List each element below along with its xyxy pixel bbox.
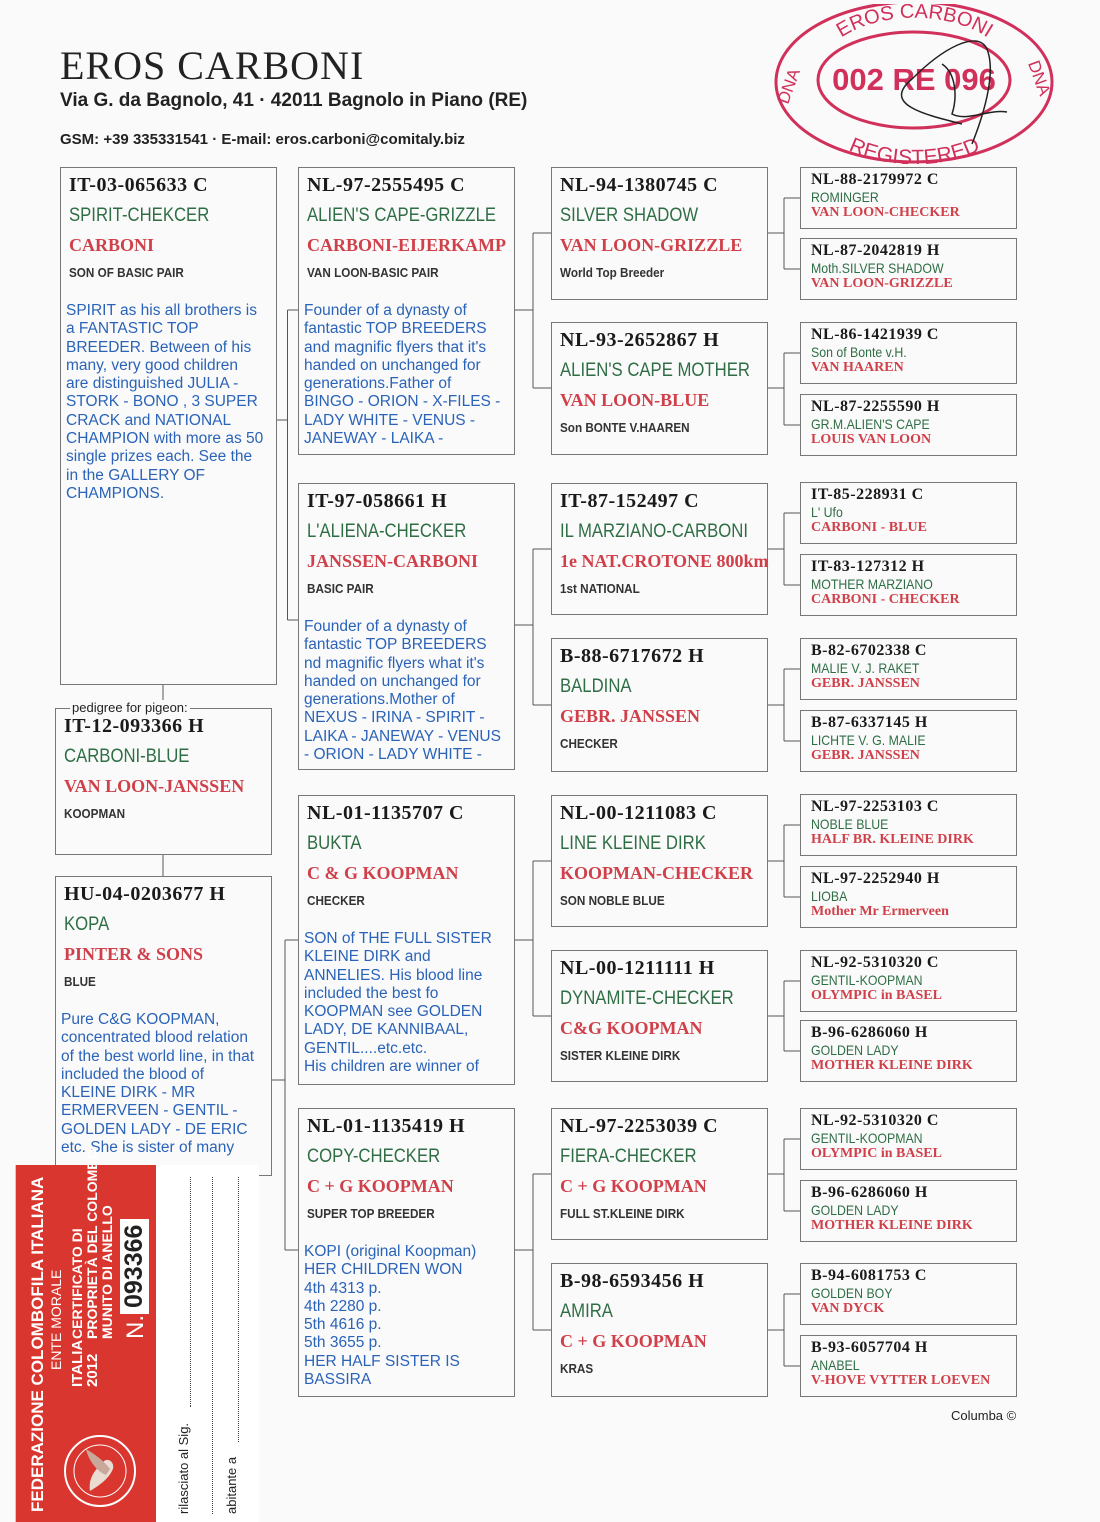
pigeon-ring: B-96-6286060 H <box>811 1184 928 1201</box>
pigeon-breeder: C + G KOOPMAN <box>307 1176 454 1196</box>
stamp-code: 002 RE 096 <box>832 62 996 97</box>
pigeon-ring: NL-92-5310320 C <box>811 954 939 971</box>
pigeon-ring: NL-97-2252940 H <box>811 870 940 887</box>
pedigree-box <box>551 483 768 615</box>
pigeon-breeder: Mother Mr Ermerveen <box>811 904 949 919</box>
pigeon-breeder: LOUIS VAN LOON <box>811 432 932 447</box>
pedigree-box <box>800 238 1017 300</box>
issued-to-line-2 <box>212 1177 213 1514</box>
pigeon-note: BASIC PAIR <box>307 581 374 596</box>
pigeon-ring: IT-87-152497 C <box>560 490 700 512</box>
issued-to-line <box>190 1177 191 1407</box>
pigeon-breeder: OLYMPIC in BASEL <box>811 1146 942 1161</box>
pedigree-box-subject <box>55 708 272 855</box>
pigeon-ring: B-98-6593456 H <box>560 1270 705 1292</box>
pigeon-note: 1st NATIONAL <box>560 581 640 596</box>
pedigree-box <box>298 483 515 770</box>
certificate-country-year <box>70 1340 100 1387</box>
pigeon-name: L' Ufo <box>811 504 843 520</box>
pigeon-breeder: 1e NAT.CROTONE 800km <box>560 551 769 571</box>
pigeon-ring: NL-00-1211083 C <box>560 802 717 824</box>
stamp-top-text: EROS CARBONI <box>832 4 997 42</box>
pigeon-breeder: MOTHER KLEINE DIRK <box>811 1218 973 1233</box>
pigeon-note: KRAS <box>560 1361 594 1376</box>
pigeon-name: SILVER SHADOW <box>560 205 699 226</box>
pigeon-ring: NL-92-5310320 C <box>811 1112 939 1129</box>
certificate-number: 093366 <box>120 1219 149 1314</box>
pigeon-note: SISTER KLEINE DIRK <box>560 1048 681 1063</box>
pigeon-name: Son of Bonte v.H. <box>811 344 907 360</box>
pigeon-ring: NL-97-2253039 C <box>560 1115 719 1137</box>
pigeon-breeder: HALF BR. KLEINE DIRK <box>811 832 974 847</box>
pigeon-breeder: C + G KOOPMAN <box>560 1176 707 1196</box>
pigeon-name: LINE KLEINE DIRK <box>560 833 706 854</box>
pigeon-breeder: GEBR. JANSSEN <box>560 706 701 726</box>
pedigree-box <box>800 167 1017 229</box>
pigeon-breeder: PINTER & SONS <box>64 944 204 964</box>
pigeon-breeder: GEBR. JANSSEN <box>811 748 920 763</box>
pigeon-ring: NL-87-2255590 H <box>811 398 940 415</box>
pigeon-breeder: VAN LOON-GRIZZLE <box>560 235 743 255</box>
pigeon-note: SUPER TOP BREEDER <box>307 1206 435 1221</box>
pigeon-name: SPIRIT-CHEKCER <box>69 205 210 226</box>
breeder-contact: GSM: +39 335331541 · E-mail: eros.carboni@comitaly.biz <box>60 131 465 148</box>
pigeon-desc: Pure C&G KOOPMAN, concentrated blood relation of the best world line, in that included the blood of KLEINE DIRK - MR ERMERVEEN - GENTIL - GOLDEN LADY - DE ERIC etc. She is sister of many <box>61 1011 255 1157</box>
pigeon-note: KOOPMAN <box>64 806 126 821</box>
pigeon-ring: NL-87-2042819 H <box>811 242 940 259</box>
pigeon-ring: IT-85-228931 C <box>811 486 924 503</box>
pigeon-breeder: C&G KOOPMAN <box>560 1018 703 1038</box>
pigeon-desc: SPIRIT as his all brothers is a FANTASTIC TOP BREEDER. Between of his many, very good children are distinguished JULIA - STORK - BONO , 3 SUPER CRACK and NATIONAL CHAMPION with more as 50 single prizes each. See the in the GALLERY OF CHAMPIONS. <box>66 302 264 502</box>
pigeon-desc: KOPI (original Koopman) HER CHILDREN WON 4th 4313 p. 4th 2280 p. 5th 4616 p. 5th 3655 p. HER HALF SISTER IS BASSIRA <box>304 1243 477 1389</box>
pigeon-name: GR.M.ALIEN'S CAPE <box>811 416 930 432</box>
pigeon-name: AMIRA <box>560 1301 613 1322</box>
pigeon-breeder: OLYMPIC in BASEL <box>811 988 942 1003</box>
pigeon-ring: HU-04-0203677 H <box>64 883 226 905</box>
pigeon-note: SON NOBLE BLUE <box>560 893 665 908</box>
pigeon-note: BLUE <box>64 974 96 989</box>
pigeon-breeder: VAN LOON-BLUE <box>560 390 710 410</box>
pigeon-breeder: KOOPMAN-CHECKER <box>560 863 753 883</box>
pigeon-name: ALIEN'S CAPE-GRIZZLE <box>307 205 497 226</box>
pigeon-ring: B-96-6286060 H <box>811 1024 928 1041</box>
pedigree-box <box>551 638 768 772</box>
pigeon-name: KOPA <box>64 914 110 935</box>
pigeon-name: CARBONI-BLUE <box>64 746 190 767</box>
pedigree-box <box>800 950 1017 1012</box>
pigeon-note: VAN LOON-BASIC PAIR <box>307 265 439 280</box>
stamp-dna-right: DNA <box>1024 57 1055 99</box>
pigeon-desc: Founder of a dynasty of fantastic TOP BREEDERS and magnific flyers that it's handed on unchanged for generations.Father of BINGO - ORION - X-FILES - LADY WHITE - VENUS - JANEWAY - LAIKA - <box>304 302 501 448</box>
pigeon-breeder: MOTHER KLEINE DIRK <box>811 1058 973 1073</box>
pigeon-desc: Founder of a dynasty of fantastic TOP BREEDERS nd magnific flyers what it's handed on unchanged for generations.Mother of NEXUS - IRINA - SPIRIT - LAIKA - JANEWAY - VENUS - ORION - LADY WHITE - <box>304 618 501 764</box>
pigeon-name: MALIE V. J. RAKET <box>811 660 920 676</box>
pigeon-ring: IT-12-093366 H <box>64 715 205 737</box>
pigeon-name: ROMINGER <box>811 189 879 205</box>
pedigree-for-label: pedigree for pigeon: <box>72 700 188 715</box>
pigeon-note: Son BONTE V.HAAREN <box>560 420 690 435</box>
pigeon-name: DYNAMITE-CHECKER <box>560 988 734 1009</box>
pedigree-box <box>800 1020 1017 1082</box>
pigeon-name: GOLDEN BOY <box>811 1285 893 1301</box>
pedigree-box <box>551 1263 768 1397</box>
pedigree-box <box>551 950 768 1082</box>
pigeon-name: GOLDEN LADY <box>811 1042 899 1058</box>
pedigree-box <box>800 394 1017 456</box>
pigeon-ring: NL-01-1135707 C <box>307 802 464 824</box>
pigeon-ring: B-94-6081753 C <box>811 1267 927 1284</box>
pedigree-box <box>800 1263 1017 1325</box>
stamp-dna-left: DNA <box>773 65 804 107</box>
ente-morale: ENTE MORALE <box>48 1269 64 1370</box>
pigeon-ring: B-88-6717672 H <box>560 645 705 667</box>
pigeon-name: IL MARZIANO-CARBONI <box>560 521 748 542</box>
resident-label: abitante a <box>224 1456 239 1514</box>
federation-dove-logo <box>64 1435 136 1507</box>
pigeon-ring: NL-00-1211111 H <box>560 957 715 979</box>
pigeon-note: SON OF BASIC PAIR <box>69 265 184 280</box>
pedigree-box <box>800 322 1017 384</box>
pigeon-breeder: CARBONI - BLUE <box>811 520 927 535</box>
pedigree-box <box>55 876 272 1176</box>
pigeon-name: BUKTA <box>307 833 362 854</box>
pedigree-box <box>800 1180 1017 1242</box>
pedigree-box <box>800 794 1017 856</box>
dna-registered-stamp <box>772 4 1057 164</box>
pigeon-desc: SON of THE FULL SISTER KLEINE DIRK and ANNELIES. His blood line included the best fo KOOPMAN see GOLDEN LADY, DE KANNIBAAL, GENTIL....etc.etc. His children are winner of <box>304 930 492 1076</box>
pigeon-breeder: V-HOVE VYTTER LOEVEN <box>811 1373 991 1388</box>
certificate-country: ITALIA <box>69 1339 86 1387</box>
federation-name: FEDERAZIONE COLOMBOFILA ITALIANA <box>28 1176 47 1512</box>
pigeon-name: LIOBA <box>811 888 848 904</box>
pedigree-box <box>800 710 1017 772</box>
ownership-certificate-card <box>15 1148 259 1522</box>
pigeon-breeder: VAN LOON-CHECKER <box>811 205 960 220</box>
resident-line <box>238 1177 239 1442</box>
pedigree-box <box>298 1108 515 1397</box>
pigeon-breeder: CARBONI <box>69 235 155 255</box>
pigeon-breeder: VAN LOON-GRIZZLE <box>811 276 953 291</box>
pigeon-ring: IT-83-127312 H <box>811 558 925 575</box>
pigeon-breeder: VAN DYCK <box>811 1301 885 1316</box>
pigeon-breeder: GEBR. JANSSEN <box>811 676 920 691</box>
pedigree-box <box>800 1108 1017 1170</box>
breeder-address: Via G. da Bagnolo, 41 · 42011 Bagnolo in Piano (RE) <box>60 90 528 111</box>
pedigree-box <box>60 167 277 685</box>
pigeon-name: FIERA-CHECKER <box>560 1146 697 1167</box>
pedigree-box <box>800 866 1017 928</box>
pigeon-name: MOTHER MARZIANO <box>811 576 933 592</box>
pigeon-ring: NL-88-2179972 C <box>811 171 939 188</box>
pigeon-note: World Top Breeder <box>560 265 665 280</box>
pedigree-box <box>298 167 515 455</box>
pigeon-name: GENTIL-KOOPMAN <box>811 1130 923 1146</box>
pigeon-ring: NL-86-1421939 C <box>811 326 939 343</box>
pigeon-ring: NL-93-2652867 H <box>560 329 720 351</box>
pigeon-breeder: CARBONI-EIJERKAMP <box>307 235 507 255</box>
pigeon-ring: IT-03-065633 C <box>69 174 209 196</box>
pigeon-name: Moth.SILVER SHADOW <box>811 260 944 276</box>
pigeon-name: L'ALIENA-CHECKER <box>307 521 467 542</box>
svg-text:REGISTERED <box>846 134 983 164</box>
pigeon-breeder: JANSSEN-CARBONI <box>307 551 479 571</box>
pigeon-note: CHECKER <box>560 736 618 751</box>
pedigree-box <box>551 795 768 927</box>
pigeon-name: BALDINA <box>560 676 632 697</box>
pedigree-box <box>800 1335 1017 1397</box>
pigeon-ring: B-82-6702338 C <box>811 642 927 659</box>
pigeon-name: NOBLE BLUE <box>811 816 889 832</box>
pigeon-name: GENTIL-KOOPMAN <box>811 972 923 988</box>
pigeon-name: ANABEL <box>811 1357 860 1373</box>
pigeon-ring: B-87-6337145 H <box>811 714 928 731</box>
columba-copyright: Columba © <box>951 1408 1017 1423</box>
issued-to-label: rilasciato al Sig. <box>176 1422 191 1514</box>
pigeon-breeder: C & G KOOPMAN <box>307 863 459 883</box>
pigeon-name: ALIEN'S CAPE MOTHER <box>560 360 750 381</box>
pigeon-ring: NL-94-1380745 C <box>560 174 719 196</box>
certificate-number-label: N. <box>122 1315 149 1339</box>
pigeon-breeder: VAN HAAREN <box>811 360 904 375</box>
pigeon-ring: NL-01-1135419 H <box>307 1115 466 1137</box>
pigeon-ring: IT-97-058661 H <box>307 490 448 512</box>
pigeon-name: GOLDEN LADY <box>811 1202 899 1218</box>
pigeon-breeder: CARBONI - CHECKER <box>811 592 960 607</box>
pigeon-ring: B-93-6057704 H <box>811 1339 928 1356</box>
pigeon-breeder: C + G KOOPMAN <box>560 1331 707 1351</box>
pigeon-note: CHECKER <box>307 893 365 908</box>
pigeon-name: LICHTE V. G. MALIE <box>811 732 926 748</box>
pedigree-box <box>298 795 515 1085</box>
certificate-title: CERTIFICATO DI PROPRIETÀ DEL COLOMBO MUNITO DI ANELLO <box>69 1148 115 1339</box>
pedigree-box <box>800 638 1017 700</box>
stamp-bottom-text: REGISTERED <box>846 133 983 164</box>
pedigree-box <box>800 482 1017 544</box>
breeder-title: EROS CARBONI <box>60 43 365 88</box>
pigeon-ring: NL-97-2253103 C <box>811 798 939 815</box>
pigeon-name: COPY-CHECKER <box>307 1146 441 1167</box>
pigeon-note: FULL ST.KLEINE DIRK <box>560 1206 685 1221</box>
pigeon-breeder: VAN LOON-JANSSEN <box>64 776 245 796</box>
pedigree-box <box>551 322 768 455</box>
pedigree-box <box>551 167 768 300</box>
certificate-year: 2012 <box>84 1353 101 1387</box>
pedigree-box <box>551 1108 768 1240</box>
pedigree-box <box>800 554 1017 616</box>
pigeon-ring: NL-97-2555495 C <box>307 174 466 196</box>
